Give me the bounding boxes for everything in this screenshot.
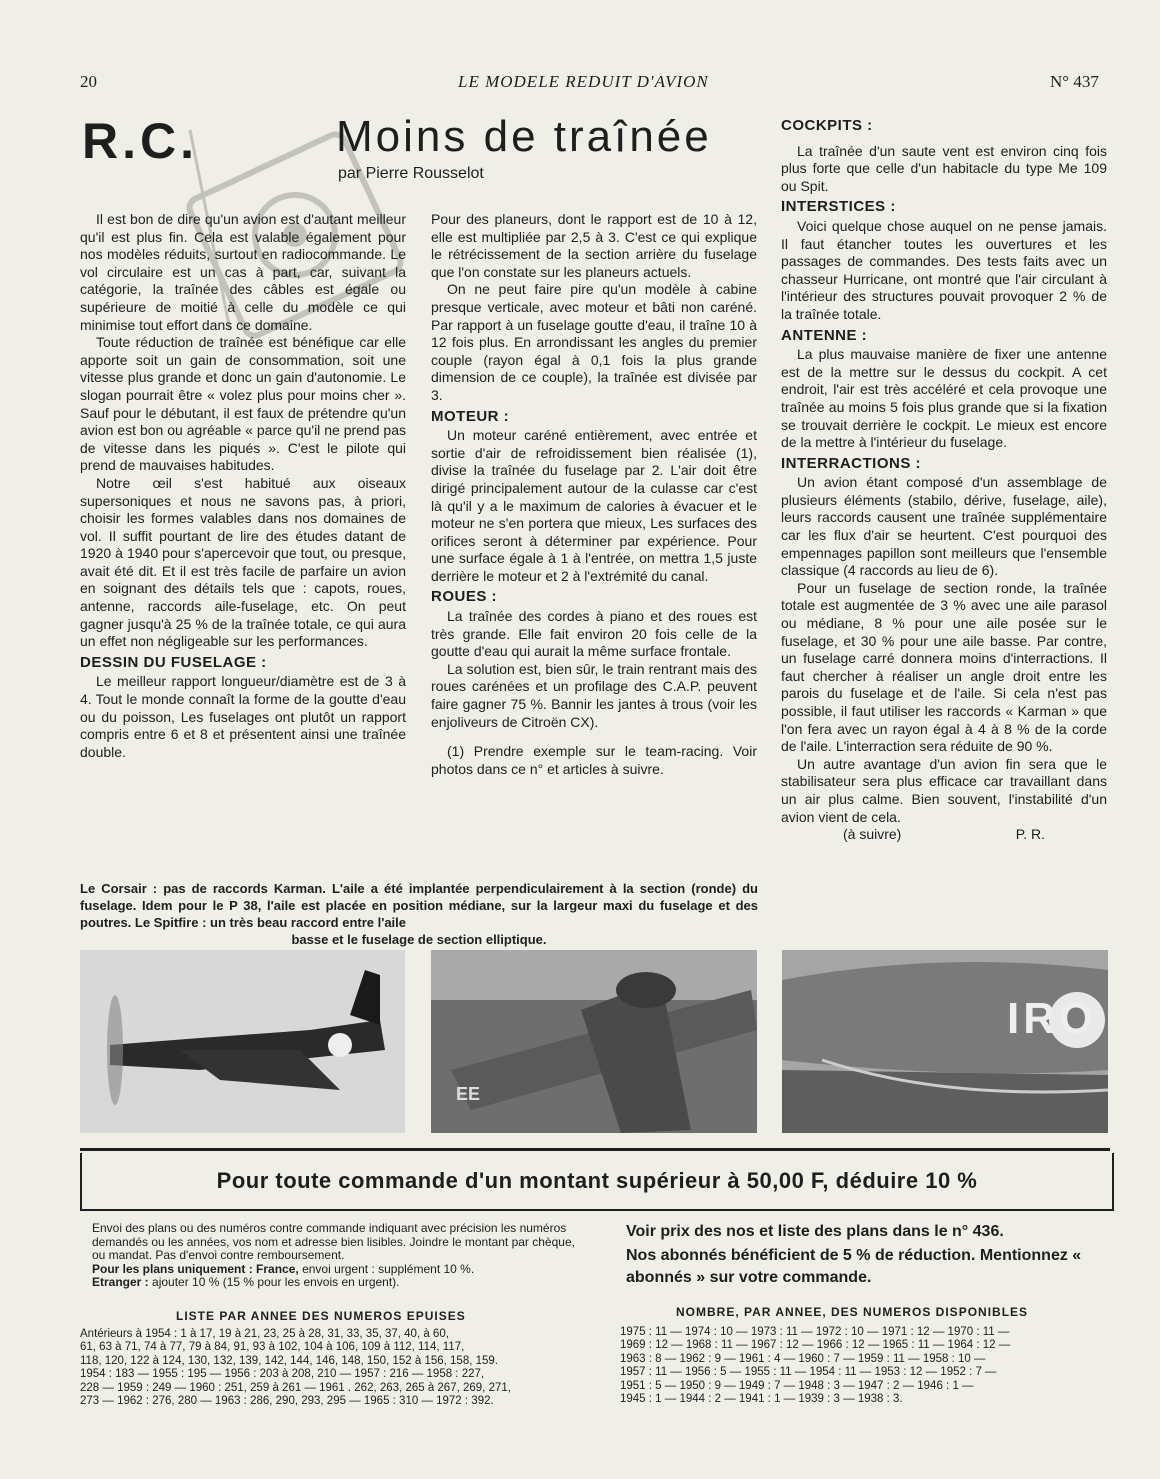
p38-photo [431,950,757,1133]
list-line: 273 — 1962 : 276, 280 — 1963 : 286, 290, 293, 295 — 1965 : 310 — 1972 : 392. [80,1395,494,1408]
disponibles-list [620,1326,1110,1406]
list-line: 1969 : 12 — 1968 : 11 — 1967 : 12 — 1966 : 12 — 1965 : 11 — 1964 : 12 — [620,1339,1011,1352]
order-text: Envoi des plans ou des numéros contre commande indiquant avec précision les numéros demandés ou les années, vos nom et adresse bien lisibles. Joindre le montant par chèque, ou mandat. Pas d'envoi contre remboursement. [92,1221,575,1263]
photo-caption [80,880,758,948]
issue-number: N° 437 [1050,72,1099,91]
list-line: 1975 : 11 — 1974 : 10 — 1973 : 11 — 1972 : 10 — 1971 : 12 — 1970 : 11 — [620,1326,1010,1338]
list-line: 1957 : 11 — 1956 : 5 — 1955 : 11 — 1954 : 11 — 1953 : 12 — 1952 : 7 — [620,1366,997,1379]
section-heading-interstices: INTERSTICES : [781,198,896,216]
list-line: 118, 120, 122 à 124, 130, 132, 139, 142, 144, 146, 148, 150, 152 à 156, 158, 159. [80,1354,498,1367]
paragraph: Le meilleur rapport longueur/diamètre est de 3 à 4. Tout le monde connaît la forme de la goutte d'eau ou du poisson, Les fuselages ont plutôt un rapport compris entre 6 et 8 et présentent ainsi une traînée double. [80,673,406,760]
list-line: Antérieurs à 1954 : 1 à 17, 19 à 21, 23, 25 à 28, 31, 33, 35, 37, 40, à 60, [80,1328,449,1340]
caption-text: Le Corsair : pas de raccords Karman. L'aile a été implantée perpendiculairement à la section (ronde) du fuselage. Idem pour le P 38, l'aile est placée en position médiane, sur la largeur maxi du fuselage et des poutres. Le Spitfire : un très beau raccord entre l'aile [80,881,758,930]
paragraph: Pour des planeurs, dont le rapport est de 10 à 12, elle est multipliée par 2,5 à 3. C'est ce qui explique le rétrécissement de la section arrière du fuselage que l'on constate sur les planeurs actuels. [431,211,757,280]
page-number: 20 [80,72,97,91]
price-note: Voir prix des nos et liste des plans dans le n° 436. [626,1223,1004,1240]
paragraph: La solution est, bien sûr, le train rentrant mais des roues carénées et un profilage des C.A.P. peuvent faire gagner 75 %. Bannir les jantes à trous (voir les enjoliveurs de Citroën CX). [431,660,757,730]
corsair-photo [80,950,405,1133]
article-title: Moins de traînée [336,112,712,161]
caption-text-end: basse et le fuselage de section elliptique. [291,932,547,947]
spitfire-photo [782,950,1108,1133]
epuises-list [80,1328,582,1408]
paragraph: Notre œil s'est habitué aux oiseaux supersoniques et nous ne savons pas, à priori, choisir les formes valables dans nos domaines de vol. Il suffit pourtant de lire des études datant de 1920 à 1940 pour s'apercevoir que tout, ou presque, avait été dit. Et il est très facile de parfaire un avion en soignant des détails tels que : capots, roues, antenne, raccords aile-fuselage, etc. On peut gagner jusqu'à 25 % de la traînée totale, ce qui aura un effet non négligeable sur les performances. [80,474,406,650]
section-heading-interractions: INTERRACTIONS : [781,454,921,472]
section-heading-roues: ROUES : [431,588,498,606]
magazine-title: LE MODELE REDUIT D'AVION [458,72,709,91]
list-line: 1951 : 5 — 1950 : 9 — 1949 : 7 — 1948 : 3 — 1947 : 2 — 1946 : 1 — [620,1379,974,1392]
aircraft-marking: IRO [1007,994,1098,1043]
svg-text:EE: EE [456,1084,481,1104]
plans-text: envoi urgent : supplément 10 %. [302,1261,475,1276]
paragraph: Un moteur caréné entièrement, avec entrée et sortie d'air de refroidissement bien réalisée (1), divise la traînée du fuselage par 2. L'air doit être dirigé principalement autour de la culasse car c'est là qu'il y a le maximum de calories à évacuer et le moteur ne s'en portera que mieux, Les surfaces des orifices seront à déterminer par expérience. Pour une surface égale à 1 à l'entrée, on mettra 1,5 juste derrière le moteur et 2 à l'extrémité du canal. [431,427,757,584]
etranger-text: ajouter 10 % (15 % pour les envois en urgent). [152,1275,400,1290]
list-line: 1945 : 1 — 1944 : 2 — 1941 : 1 — 1939 : 3 — 1938 : 3. [620,1393,903,1406]
to-be-continued: (à suivre) [843,826,902,843]
section-heading-fuselage: DESSIN DU FUSELAGE : [80,653,267,671]
section-heading-moteur: MOTEUR : [431,407,510,425]
list-line: 228 — 1959 : 249 — 1960 : 251, 259 à 261 — 1961 . 262, 263, 265 à 267, 269, 271, [80,1381,511,1394]
paragraph: Un autre avantage d'un avion fin sera que le stabilisateur sera plus efficace car travaillant dans un air plus calme. Bien souvent, l'instabilité d'un avion vient de cela. [781,755,1107,825]
epuises-title: LISTE PAR ANNEE DES NUMEROS EPUISES [176,1309,466,1323]
author-initials: P. R. [1015,826,1045,843]
article-column-1 [80,211,406,761]
paragraph: La traînée d'un saute vent est environ cinq fois plus forte que celle d'un habitacle du type Me 109 ou Spit. [781,142,1107,194]
disponibles-title: NOMBRE, PAR ANNEE, DES NUMEROS DISPONIBLES [676,1305,1029,1319]
subscriber-discount: Nos abonnés bénéficient de 5 % de réduction. Mentionnez « abonnés » sur votre commande. [626,1247,1082,1286]
footnote: (1) Prendre exemple sur le team-racing. Voir photos dans ce n° et articles à suivre. [431,743,757,777]
list-line: 1954 : 183 — 1955 : 195 — 1956 : 203 à 208, 210 — 1957 : 216 — 1958 : 227, [80,1368,485,1381]
section-heading-cockpits: COCKPITS : [781,117,873,134]
paragraph: Un avion étant composé d'un assemblage de plusieurs éléments (stabilo, dérive, fuselage, aile), leurs raccords causent une traînée supplémentaire car les flux d'air se heurtent. C'est pourquoi des empennages papillon sont meilleurs que l'ensemble classique (4 raccords au lieu de 6). [781,474,1107,579]
section-heading-antenne: ANTENNE : [781,326,868,344]
subscriber-info [626,1221,1110,1289]
end-line [781,826,1107,844]
etranger-label: Etranger : [92,1275,149,1290]
paragraph: La plus mauvaise manière de fixer une antenne est de la mettre sur le dessus du cockpit. A cet endroit, l'air est très accéléré et cela provoque une traînée au moins 5 fois plus grande que si la fixation se trouvait derrière le cockpit. Le mieux est encore de la mettre à l'intérieur du fuselage. [781,346,1107,451]
article-column-2 [431,211,757,778]
plans-label: Pour les plans uniquement : France, [92,1261,299,1276]
paragraph: Pour un fuselage de section ronde, la traînée totale est augmentée de 3 % avec une aile parasol ou médiane, 8 % pour une aile posée sur le fuselage, et 30 % pour une aile basse. Par contre, un fuselage carré donnera moins d'interractions. Il faut chercher à réaliser un angle droit entre les parois du fuselage et de l'aile. Si cela n'est pas possible, il faut utiliser les raccords « Karman » que l'on fera avec un rayon égal à 4 à 8 % de la corde de l'aile. L'interraction sera réduite de 90 %. [781,579,1107,755]
paragraph: Toute réduction de traînée est bénéfique car elle apporte soit un gain de consommation, soit une vitesse plus grande et donc un gain d'autonomie. Le slogan pourrait être « volez plus pour moins cher ». Sauf pour le débutant, il est faux de prétendre qu'un avion est bon ou agréable « parce qu'il ne prend pas de vitesse dans les piqués ». C'est le pilote qui prend de mauvaises habitudes. [80,334,406,474]
paragraph: Voici quelque chose auquel on ne pense jamais. Il faut étancher toutes les ouvertures et les passages de commandes. Des tests faits avec un chasseur Hurricane, ont montré que l'air circulant à l'intérieur des structures pouvait provoquer 2 % de la traînée totale. [781,217,1107,322]
paragraph: La traînée des cordes à piano et des roues est très grande. Elle fait environ 20 fois celle de la goutte d'eau qui aurait la même surface frontale. [431,608,757,660]
rubric: R.C. [82,113,198,169]
paragraph: Il est bon de dire qu'un avion est d'autant meilleur qu'il est plus fin. Cela est valable également pour nos modèles réduits, surtout en radiocommande. Le vol circulaire est un cas à part, car, suivant la catégorie, la traînée des câbles est égale ou supérieure de moitié à celle du modèle ce qui minimise tout effort dans ce domaine. [80,211,406,333]
divider [80,1148,1110,1151]
list-line: 1963 : 8 — 1962 : 9 — 1961 : 4 — 1960 : 7 — 1959 : 11 — 1958 : 10 — [620,1352,986,1365]
article-column-3 [781,114,1107,844]
discount-banner: Pour toute commande d'un montant supérieur à 50,00 F, déduire 10 % [80,1153,1114,1211]
byline: par Pierre Rousselot [338,165,484,182]
order-instructions [92,1222,582,1290]
paragraph: On ne peut faire pire qu'un modèle à cabine presque verticale, avec moteur et bâti non caréné. Par rapport à un fuselage goutte d'eau, il traîne 10 à 12 fois plus. En arrondissant les angles du premier couple (rayon égal à 0,1 fois la plus grande dimension de ce couple), la traînée est divisée par 3. [431,281,757,403]
list-line: 61, 63 à 71, 74 à 77, 79 à 84, 91, 93 à 102, 104 à 106, 109 à 112, 114, 117, [80,1341,465,1354]
